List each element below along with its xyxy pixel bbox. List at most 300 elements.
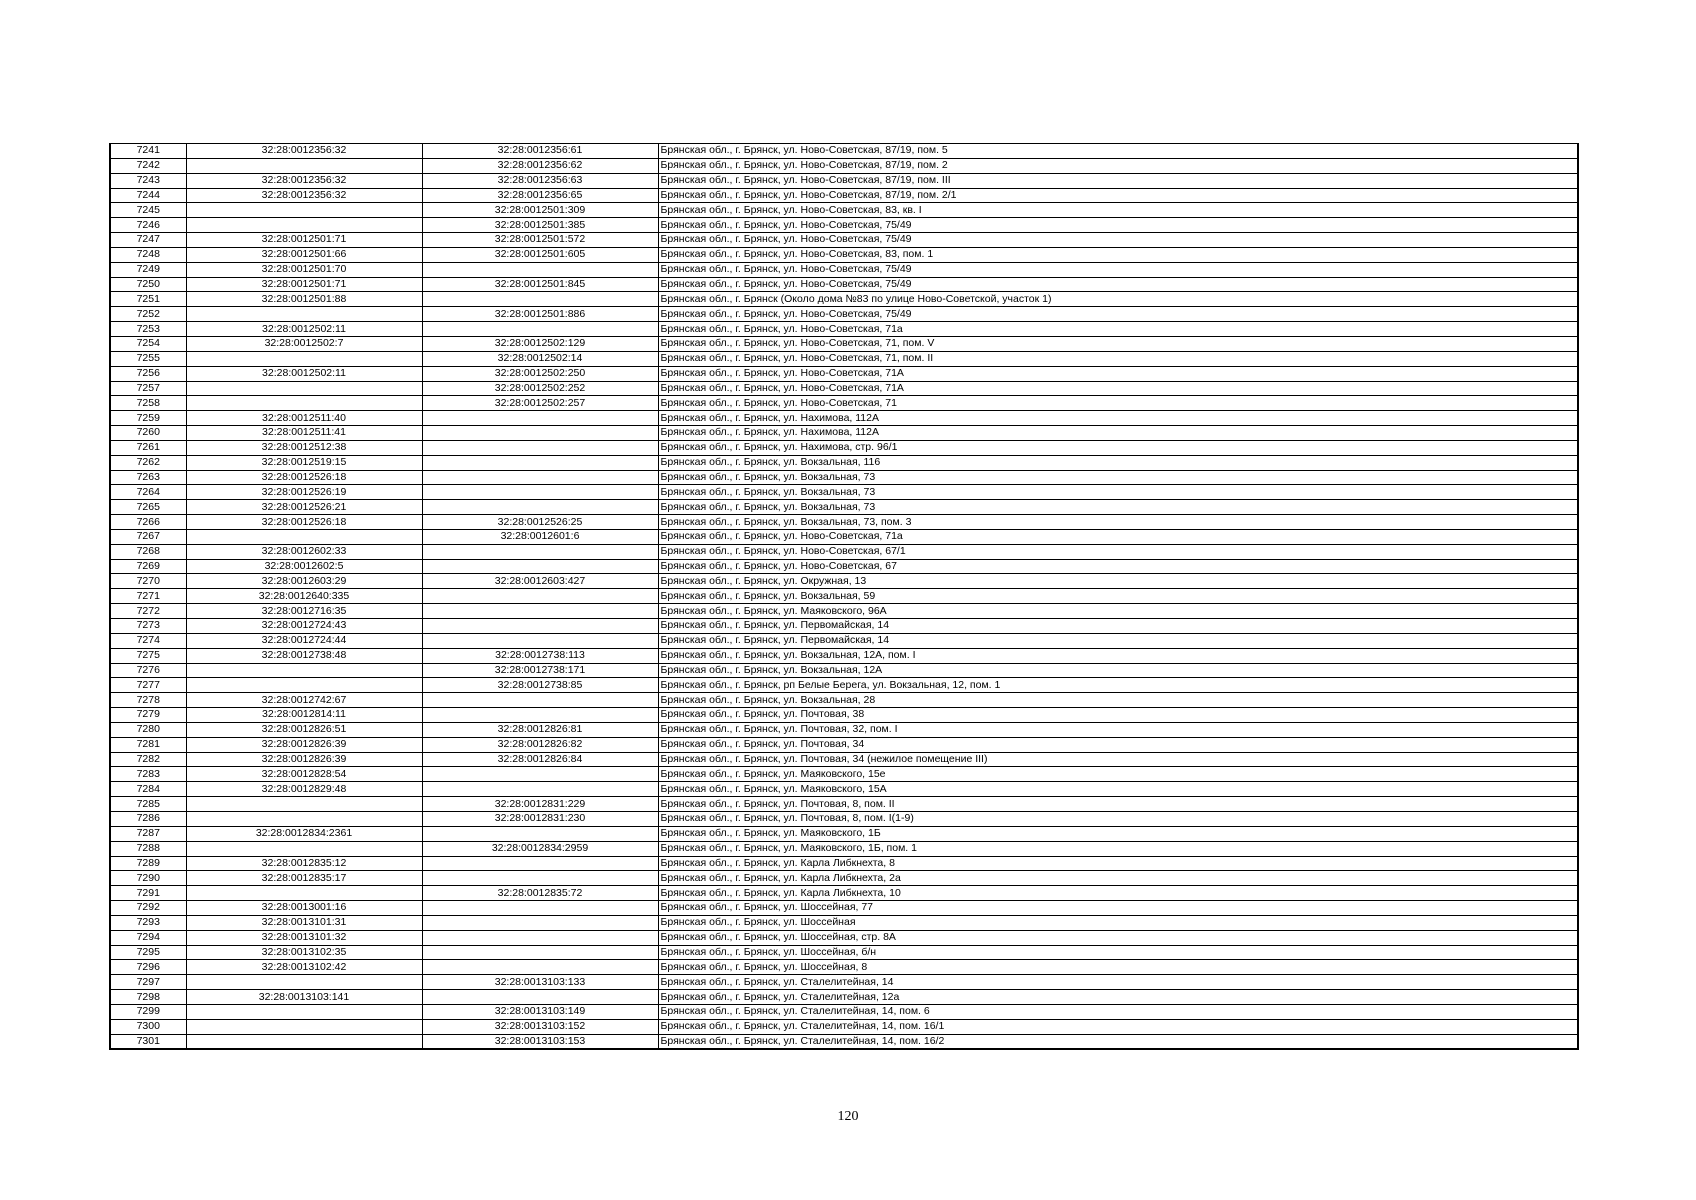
address-cell: Брянская обл., г. Брянск, ул. Маяковского, 15е [658, 767, 1578, 782]
address-cell: Брянская обл., г. Брянск, ул. Сталелитейная, 12а [658, 990, 1578, 1005]
row-number-cell: 7270 [110, 574, 186, 589]
object-cadastral-number-cell [422, 708, 658, 723]
address-cell: Брянская обл., г. Брянск, ул. Ново-Советская, 71, пом. V [658, 336, 1578, 351]
row-number-cell: 7264 [110, 485, 186, 500]
table-row [110, 901, 1578, 916]
row-number-cell: 7285 [110, 797, 186, 812]
object-cadastral-number-cell [422, 470, 658, 485]
row-number-cell: 7246 [110, 218, 186, 233]
land-cadastral-number-cell: 32:28:0012356:32 [186, 144, 422, 159]
address-cell: Брянская обл., г. Брянск, ул. Вокзальная, 12А [658, 663, 1578, 678]
table-row [110, 440, 1578, 455]
object-cadastral-number-cell [422, 871, 658, 886]
row-number-cell: 7290 [110, 871, 186, 886]
table-row [110, 915, 1578, 930]
land-cadastral-number-cell: 32:28:0012603:29 [186, 574, 422, 589]
table-row [110, 886, 1578, 901]
table-row [110, 678, 1578, 693]
land-cadastral-number-cell: 32:28:0012835:12 [186, 856, 422, 871]
address-cell: Брянская обл., г. Брянск, ул. Карла Либкнехта, 8 [658, 856, 1578, 871]
object-cadastral-number-cell: 32:28:0012501:309 [422, 203, 658, 218]
object-cadastral-number-cell [422, 559, 658, 574]
land-cadastral-number-cell [186, 886, 422, 901]
object-cadastral-number-cell: 32:28:0012601:6 [422, 529, 658, 544]
land-cadastral-number-cell: 32:28:0012356:32 [186, 173, 422, 188]
table-row [110, 203, 1578, 218]
land-cadastral-number-cell: 32:28:0013102:35 [186, 945, 422, 960]
object-cadastral-number-cell [422, 485, 658, 500]
address-cell: Брянская обл., г. Брянск, ул. Ново-Советская, 71а [658, 529, 1578, 544]
row-number-cell: 7301 [110, 1034, 186, 1049]
address-cell: Брянская обл., г. Брянск, ул. Шоссейная, стр. 8А [658, 930, 1578, 945]
address-cell: Брянская обл., г. Брянск, ул. Ново-Советская, 71, пом. II [658, 351, 1578, 366]
land-cadastral-number-cell: 32:28:0012738:48 [186, 648, 422, 663]
table-row [110, 529, 1578, 544]
object-cadastral-number-cell [422, 500, 658, 515]
land-cadastral-number-cell [186, 307, 422, 322]
row-number-cell: 7271 [110, 589, 186, 604]
address-cell: Брянская обл., г. Брянск, ул. Ново-Советская, 71А [658, 366, 1578, 381]
table-row [110, 381, 1578, 396]
land-cadastral-number-cell: 32:28:0012501:66 [186, 247, 422, 262]
row-number-cell: 7245 [110, 203, 186, 218]
row-number-cell: 7252 [110, 307, 186, 322]
table-row [110, 990, 1578, 1005]
table-row [110, 336, 1578, 351]
row-number-cell: 7297 [110, 975, 186, 990]
object-cadastral-number-cell: 32:28:0012826:82 [422, 737, 658, 752]
land-cadastral-number-cell: 32:28:0012826:39 [186, 737, 422, 752]
address-cell: Брянская обл., г. Брянск, ул. Сталелитейная, 14, пом. 16/2 [658, 1034, 1578, 1049]
row-number-cell: 7265 [110, 500, 186, 515]
table-row [110, 589, 1578, 604]
row-number-cell: 7293 [110, 915, 186, 930]
land-cadastral-number-cell: 32:28:0012501:71 [186, 233, 422, 248]
row-number-cell: 7296 [110, 960, 186, 975]
address-cell: Брянская обл., г. Брянск, ул. Ново-Советская, 83, кв. I [658, 203, 1578, 218]
land-cadastral-number-cell: 32:28:0012526:18 [186, 515, 422, 530]
object-cadastral-number-cell: 32:28:0012738:171 [422, 663, 658, 678]
row-number-cell: 7244 [110, 188, 186, 203]
table-row [110, 188, 1578, 203]
object-cadastral-number-cell [422, 411, 658, 426]
row-number-cell: 7260 [110, 426, 186, 441]
address-cell: Брянская обл., г. Брянск, ул. Почтовая, 34 [658, 737, 1578, 752]
row-number-cell: 7289 [110, 856, 186, 871]
row-number-cell: 7283 [110, 767, 186, 782]
table-row [110, 811, 1578, 826]
land-cadastral-number-cell: 32:28:0012640:335 [186, 589, 422, 604]
object-cadastral-number-cell: 32:28:0012356:61 [422, 144, 658, 159]
land-cadastral-number-cell: 32:28:0012526:21 [186, 500, 422, 515]
address-cell: Брянская обл., г. Брянск, ул. Ново-Советская, 71а [658, 322, 1578, 337]
object-cadastral-number-cell [422, 455, 658, 470]
land-cadastral-number-cell: 32:28:0013001:16 [186, 901, 422, 916]
land-cadastral-number-cell: 32:28:0012501:88 [186, 292, 422, 307]
object-cadastral-number-cell: 32:28:0012603:427 [422, 574, 658, 589]
table-row [110, 262, 1578, 277]
land-cadastral-number-cell: 32:28:0012502:11 [186, 366, 422, 381]
row-number-cell: 7243 [110, 173, 186, 188]
table-row [110, 782, 1578, 797]
address-cell: Брянская обл., г. Брянск, ул. Шоссейная, 8 [658, 960, 1578, 975]
row-number-cell: 7268 [110, 544, 186, 559]
address-cell: Брянская обл., г. Брянск, ул. Ново-Советская, 87/19, пом. 2/1 [658, 188, 1578, 203]
land-cadastral-number-cell [186, 218, 422, 233]
land-cadastral-number-cell: 32:28:0013103:141 [186, 990, 422, 1005]
table-row [110, 1004, 1578, 1019]
table-body [110, 144, 1578, 1050]
row-number-cell: 7288 [110, 841, 186, 856]
row-number-cell: 7248 [110, 247, 186, 262]
address-cell: Брянская обл., г. Брянск, ул. Маяковского, 1Б [658, 826, 1578, 841]
land-cadastral-number-cell: 32:28:0013102:42 [186, 960, 422, 975]
row-number-cell: 7275 [110, 648, 186, 663]
row-number-cell: 7269 [110, 559, 186, 574]
row-number-cell: 7272 [110, 604, 186, 619]
table-row [110, 411, 1578, 426]
address-cell: Брянская обл., г. Брянск, ул. Первомайская, 14 [658, 619, 1578, 634]
table-row [110, 826, 1578, 841]
row-number-cell: 7241 [110, 144, 186, 159]
row-number-cell: 7274 [110, 633, 186, 648]
row-number-cell: 7242 [110, 158, 186, 173]
object-cadastral-number-cell [422, 915, 658, 930]
object-cadastral-number-cell [422, 292, 658, 307]
address-cell: Брянская обл., г. Брянск, ул. Ново-Советская, 83, пом. 1 [658, 247, 1578, 262]
address-cell: Брянская обл., г. Брянск, ул. Ново-Советская, 87/19, пом. 5 [658, 144, 1578, 159]
table-row [110, 604, 1578, 619]
object-cadastral-number-cell: 32:28:0012502:14 [422, 351, 658, 366]
object-cadastral-number-cell [422, 782, 658, 797]
land-cadastral-number-cell: 32:28:0012511:41 [186, 426, 422, 441]
object-cadastral-number-cell: 32:28:0012738:85 [422, 678, 658, 693]
row-number-cell: 7247 [110, 233, 186, 248]
table-row [110, 648, 1578, 663]
object-cadastral-number-cell [422, 945, 658, 960]
land-cadastral-number-cell [186, 975, 422, 990]
land-cadastral-number-cell: 32:28:0012829:48 [186, 782, 422, 797]
object-cadastral-number-cell: 32:28:0013103:133 [422, 975, 658, 990]
address-cell: Брянская обл., г. Брянск, ул. Первомайская, 14 [658, 633, 1578, 648]
object-cadastral-number-cell: 32:28:0012831:229 [422, 797, 658, 812]
table-row [110, 633, 1578, 648]
row-number-cell: 7259 [110, 411, 186, 426]
address-cell: Брянская обл., г. Брянск, ул. Маяковского, 15А [658, 782, 1578, 797]
object-cadastral-number-cell: 32:28:0012501:886 [422, 307, 658, 322]
address-cell: Брянская обл., г. Брянск, ул. Шоссейная, б/н [658, 945, 1578, 960]
address-cell: Брянская обл., г. Брянск, ул. Маяковского, 1Б, пом. 1 [658, 841, 1578, 856]
table-row [110, 158, 1578, 173]
object-cadastral-number-cell: 32:28:0012526:25 [422, 515, 658, 530]
object-cadastral-number-cell: 32:28:0012356:65 [422, 188, 658, 203]
row-number-cell: 7298 [110, 990, 186, 1005]
address-cell: Брянская обл., г. Брянск, ул. Вокзальная, 116 [658, 455, 1578, 470]
table-row [110, 292, 1578, 307]
land-cadastral-number-cell: 32:28:0012828:54 [186, 767, 422, 782]
object-cadastral-number-cell [422, 440, 658, 455]
address-cell: Брянская обл., г. Брянск, ул. Ново-Советская, 75/49 [658, 307, 1578, 322]
page-number: 120 [837, 1109, 859, 1124]
table-row [110, 856, 1578, 871]
row-number-cell: 7287 [110, 826, 186, 841]
row-number-cell: 7266 [110, 515, 186, 530]
row-number-cell: 7251 [110, 292, 186, 307]
land-cadastral-number-cell: 32:28:0013101:31 [186, 915, 422, 930]
land-cadastral-number-cell [186, 797, 422, 812]
land-cadastral-number-cell: 32:28:0012512:38 [186, 440, 422, 455]
row-number-cell: 7292 [110, 901, 186, 916]
address-cell: Брянская обл., г. Брянск, ул. Вокзальная, 28 [658, 693, 1578, 708]
land-cadastral-number-cell [186, 1019, 422, 1034]
table-row [110, 544, 1578, 559]
address-cell: Брянская обл., г. Брянск, ул. Вокзальная, 73 [658, 470, 1578, 485]
address-cell: Брянская обл., г. Брянск, ул. Сталелитейная, 14, пом. 6 [658, 1004, 1578, 1019]
table-row [110, 470, 1578, 485]
row-number-cell: 7295 [110, 945, 186, 960]
object-cadastral-number-cell: 32:28:0013103:153 [422, 1034, 658, 1049]
table-row [110, 693, 1578, 708]
land-cadastral-number-cell [186, 1004, 422, 1019]
land-cadastral-number-cell [186, 396, 422, 411]
address-cell: Брянская обл., г. Брянск, ул. Ново-Советская, 71 [658, 396, 1578, 411]
object-cadastral-number-cell: 32:28:0012501:845 [422, 277, 658, 292]
object-cadastral-number-cell: 32:28:0012356:63 [422, 173, 658, 188]
table-row [110, 455, 1578, 470]
land-cadastral-number-cell: 32:28:0012602:5 [186, 559, 422, 574]
table-row [110, 708, 1578, 723]
table-row [110, 574, 1578, 589]
address-cell: Брянская обл., г. Брянск, ул. Нахимова, 112А [658, 426, 1578, 441]
row-number-cell: 7254 [110, 336, 186, 351]
table-row [110, 975, 1578, 990]
table-row [110, 366, 1578, 381]
object-cadastral-number-cell: 32:28:0012502:257 [422, 396, 658, 411]
table-row [110, 663, 1578, 678]
table-row [110, 515, 1578, 530]
object-cadastral-number-cell [422, 990, 658, 1005]
table-row [110, 841, 1578, 856]
address-cell: Брянская обл., г. Брянск, ул. Почтовая, 8, пом. I(1-9) [658, 811, 1578, 826]
table-row [110, 752, 1578, 767]
object-cadastral-number-cell [422, 930, 658, 945]
row-number-cell: 7261 [110, 440, 186, 455]
row-number-cell: 7277 [110, 678, 186, 693]
table-row [110, 767, 1578, 782]
land-cadastral-number-cell [186, 203, 422, 218]
object-cadastral-number-cell [422, 544, 658, 559]
table-row [110, 351, 1578, 366]
object-cadastral-number-cell: 32:28:0013103:152 [422, 1019, 658, 1034]
address-cell: Брянская обл., г. Брянск, ул. Ново-Советская, 87/19, пом. III [658, 173, 1578, 188]
object-cadastral-number-cell: 32:28:0012826:84 [422, 752, 658, 767]
table-row [110, 960, 1578, 975]
row-number-cell: 7273 [110, 619, 186, 634]
object-cadastral-number-cell [422, 826, 658, 841]
object-cadastral-number-cell [422, 426, 658, 441]
table-row [110, 144, 1578, 159]
row-number-cell: 7257 [110, 381, 186, 396]
address-cell: Брянская обл., г. Брянск, ул. Окружная, 13 [658, 574, 1578, 589]
object-cadastral-number-cell: 32:28:0012835:72 [422, 886, 658, 901]
land-cadastral-number-cell: 32:28:0012835:17 [186, 871, 422, 886]
row-number-cell: 7299 [110, 1004, 186, 1019]
row-number-cell: 7294 [110, 930, 186, 945]
address-cell: Брянская обл., г. Брянск, ул. Ново-Советская, 71А [658, 381, 1578, 396]
row-number-cell: 7284 [110, 782, 186, 797]
object-cadastral-number-cell [422, 767, 658, 782]
object-cadastral-number-cell [422, 960, 658, 975]
object-cadastral-number-cell [422, 633, 658, 648]
land-cadastral-number-cell: 32:28:0012742:67 [186, 693, 422, 708]
table-row [110, 1034, 1578, 1049]
address-cell: Брянская обл., г. Брянск, ул. Почтовая, 8, пом. II [658, 797, 1578, 812]
address-cell: Брянская обл., г. Брянск, ул. Сталелитейная, 14 [658, 975, 1578, 990]
object-cadastral-number-cell: 32:28:0012501:605 [422, 247, 658, 262]
table-row [110, 737, 1578, 752]
table-row [110, 307, 1578, 322]
address-cell: Брянская обл., г. Брянск, ул. Почтовая, 32, пом. I [658, 722, 1578, 737]
land-cadastral-number-cell [186, 841, 422, 856]
land-cadastral-number-cell: 32:28:0012526:19 [186, 485, 422, 500]
address-cell: Брянская обл., г. Брянск, ул. Ново-Советская, 67 [658, 559, 1578, 574]
row-number-cell: 7286 [110, 811, 186, 826]
table-row [110, 426, 1578, 441]
table-row [110, 500, 1578, 515]
address-cell: Брянская обл., г. Брянск, ул. Ново-Советская, 75/49 [658, 233, 1578, 248]
object-cadastral-number-cell [422, 856, 658, 871]
land-cadastral-number-cell: 32:28:0012724:43 [186, 619, 422, 634]
table-row [110, 945, 1578, 960]
object-cadastral-number-cell: 32:28:0012834:2959 [422, 841, 658, 856]
table-row [110, 218, 1578, 233]
address-cell: Брянская обл., г. Брянск, ул. Карла Либкнехта, 10 [658, 886, 1578, 901]
object-cadastral-number-cell [422, 262, 658, 277]
address-cell: Брянская обл., г. Брянск, ул. Вокзальная, 73, пом. 3 [658, 515, 1578, 530]
table-row [110, 485, 1578, 500]
object-cadastral-number-cell [422, 604, 658, 619]
address-cell: Брянская обл., г. Брянск, ул. Ново-Советская, 75/49 [658, 218, 1578, 233]
land-cadastral-number-cell: 32:28:0012502:7 [186, 336, 422, 351]
table-row [110, 1019, 1578, 1034]
land-cadastral-number-cell: 32:28:0012826:39 [186, 752, 422, 767]
address-cell: Брянская обл., г. Брянск, ул. Карла Либкнехта, 2а [658, 871, 1578, 886]
address-cell: Брянская обл., г. Брянск, ул. Ново-Советская, 67/1 [658, 544, 1578, 559]
address-cell: Брянская обл., г. Брянск, ул. Почтовая, 38 [658, 708, 1578, 723]
address-cell: Брянская обл., г. Брянск, ул. Сталелитейная, 14, пом. 16/1 [658, 1019, 1578, 1034]
address-cell: Брянская обл., г. Брянск, ул. Вокзальная, 12А, пом. I [658, 648, 1578, 663]
land-cadastral-number-cell: 32:28:0013101:32 [186, 930, 422, 945]
land-cadastral-number-cell [186, 811, 422, 826]
row-number-cell: 7250 [110, 277, 186, 292]
row-number-cell: 7262 [110, 455, 186, 470]
object-cadastral-number-cell [422, 901, 658, 916]
row-number-cell: 7249 [110, 262, 186, 277]
land-cadastral-number-cell: 32:28:0012502:11 [186, 322, 422, 337]
address-cell: Брянская обл., г. Брянск (Около дома №83 по улице Ново-Советской, участок 1) [658, 292, 1578, 307]
row-number-cell: 7281 [110, 737, 186, 752]
table-row [110, 322, 1578, 337]
table-row [110, 233, 1578, 248]
row-number-cell: 7255 [110, 351, 186, 366]
row-number-cell: 7276 [110, 663, 186, 678]
row-number-cell: 7279 [110, 708, 186, 723]
land-cadastral-number-cell: 32:28:0012511:40 [186, 411, 422, 426]
land-cadastral-number-cell [186, 678, 422, 693]
object-cadastral-number-cell: 32:28:0012502:250 [422, 366, 658, 381]
address-cell: Брянская обл., г. Брянск, ул. Нахимова, 112А [658, 411, 1578, 426]
table-row [110, 247, 1578, 262]
land-cadastral-number-cell: 32:28:0012602:33 [186, 544, 422, 559]
address-cell: Брянская обл., г. Брянск, ул. Ново-Советская, 87/19, пом. 2 [658, 158, 1578, 173]
table-row [110, 930, 1578, 945]
row-number-cell: 7282 [110, 752, 186, 767]
row-number-cell: 7278 [110, 693, 186, 708]
address-cell: Брянская обл., г. Брянск, ул. Вокзальная, 59 [658, 589, 1578, 604]
object-cadastral-number-cell [422, 322, 658, 337]
object-cadastral-number-cell: 32:28:0012502:252 [422, 381, 658, 396]
table-row [110, 797, 1578, 812]
row-number-cell: 7300 [110, 1019, 186, 1034]
row-number-cell: 7258 [110, 396, 186, 411]
table-row [110, 277, 1578, 292]
land-cadastral-number-cell [186, 351, 422, 366]
row-number-cell: 7253 [110, 322, 186, 337]
address-cell: Брянская обл., г. Брянск, ул. Почтовая, 34 (нежилое помещение III) [658, 752, 1578, 767]
object-cadastral-number-cell: 32:28:0012831:230 [422, 811, 658, 826]
address-cell: Брянская обл., г. Брянск, ул. Шоссейная, 77 [658, 901, 1578, 916]
land-cadastral-number-cell: 32:28:0012501:70 [186, 262, 422, 277]
table-row [110, 619, 1578, 634]
address-cell: Брянская обл., г. Брянск, ул. Ново-Советская, 75/49 [658, 262, 1578, 277]
land-cadastral-number-cell: 32:28:0012501:71 [186, 277, 422, 292]
land-cadastral-number-cell [186, 158, 422, 173]
table-row [110, 722, 1578, 737]
table-row [110, 559, 1578, 574]
land-cadastral-number-cell: 32:28:0012826:51 [186, 722, 422, 737]
object-cadastral-number-cell: 32:28:0012356:62 [422, 158, 658, 173]
table-row [110, 396, 1578, 411]
land-cadastral-number-cell: 32:28:0012356:32 [186, 188, 422, 203]
land-cadastral-number-cell [186, 529, 422, 544]
row-number-cell: 7280 [110, 722, 186, 737]
object-cadastral-number-cell: 32:28:0012826:81 [422, 722, 658, 737]
object-cadastral-number-cell [422, 619, 658, 634]
object-cadastral-number-cell: 32:28:0012501:385 [422, 218, 658, 233]
address-cell: Брянская обл., г. Брянск, ул. Шоссейная [658, 915, 1578, 930]
address-cell: Брянская обл., г. Брянск, ул. Вокзальная, 73 [658, 485, 1578, 500]
land-cadastral-number-cell: 32:28:0012519:15 [186, 455, 422, 470]
land-cadastral-number-cell: 32:28:0012814:11 [186, 708, 422, 723]
land-cadastral-number-cell [186, 381, 422, 396]
row-number-cell: 7267 [110, 529, 186, 544]
row-number-cell: 7263 [110, 470, 186, 485]
address-cell: Брянская обл., г. Брянск, ул. Маяковского, 96А [658, 604, 1578, 619]
object-cadastral-number-cell: 32:28:0013103:149 [422, 1004, 658, 1019]
registry-table [109, 143, 1579, 1050]
object-cadastral-number-cell [422, 589, 658, 604]
land-cadastral-number-cell: 32:28:0012716:35 [186, 604, 422, 619]
object-cadastral-number-cell [422, 693, 658, 708]
row-number-cell: 7291 [110, 886, 186, 901]
address-cell: Брянская обл., г. Брянск, ул. Нахимова, стр. 96/1 [658, 440, 1578, 455]
object-cadastral-number-cell: 32:28:0012738:113 [422, 648, 658, 663]
row-number-cell: 7256 [110, 366, 186, 381]
address-cell: Брянская обл., г. Брянск, ул. Вокзальная, 73 [658, 500, 1578, 515]
land-cadastral-number-cell [186, 663, 422, 678]
table-row [110, 871, 1578, 886]
land-cadastral-number-cell: 32:28:0012526:18 [186, 470, 422, 485]
